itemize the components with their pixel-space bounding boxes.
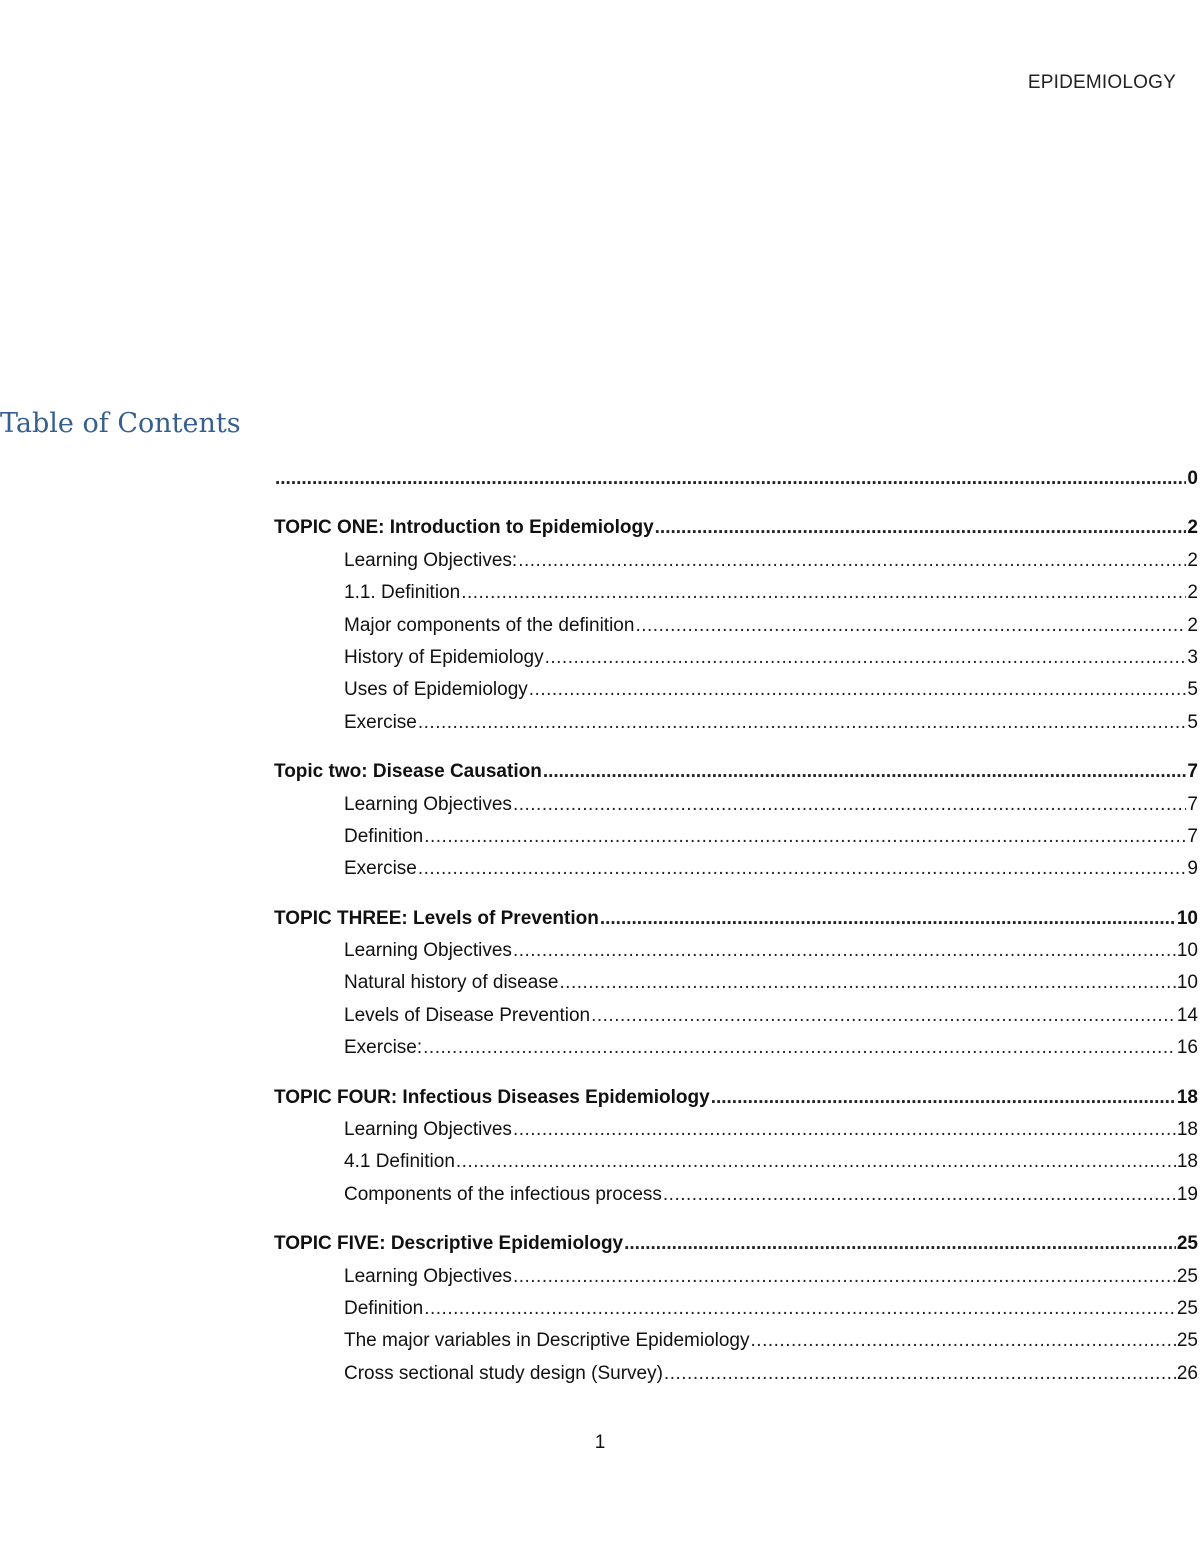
toc-entry-subsection[interactable]	[274, 821, 1198, 853]
toc-entry-subsection[interactable]	[274, 545, 1198, 577]
toc-entry-subsection[interactable]	[274, 1261, 1198, 1293]
toc-entry-title: TOPIC ONE: Introduction to Epidemiology	[274, 517, 654, 539]
toc-entry-title: 1.1. Definition	[344, 582, 461, 604]
toc-entry-title: Exercise	[344, 858, 417, 880]
toc-entry-subsection[interactable]	[274, 1325, 1198, 1357]
toc-entry-subsection[interactable]	[274, 577, 1198, 609]
toc-entry-subsection[interactable]	[274, 1114, 1198, 1146]
toc-entry-page: 3	[1187, 646, 1198, 668]
toc-dot-leader	[418, 707, 1187, 739]
toc-entry-page: 7	[1187, 761, 1198, 783]
toc-entry-page: 16	[1176, 1037, 1198, 1059]
toc-entry-topic[interactable]	[274, 512, 1198, 544]
toc-entry-subsection[interactable]	[274, 707, 1198, 739]
toc-entry-subsection[interactable]	[274, 789, 1198, 821]
toc-entry-topic[interactable]	[274, 756, 1198, 788]
toc-entry-topic[interactable]	[274, 903, 1198, 935]
toc-entry-page: 18	[1176, 1086, 1198, 1108]
toc-entry-subsection[interactable]	[274, 853, 1198, 885]
toc-entry-page: 10	[1176, 907, 1198, 929]
toc-entry-page: 26	[1176, 1362, 1198, 1384]
page-number: 1	[594, 1432, 606, 1453]
toc-entry-page: 10	[1176, 972, 1198, 994]
toc-entry-page: 2	[1187, 614, 1198, 636]
toc-entry-subsection[interactable]	[274, 674, 1198, 706]
toc-entry-title: Exercise:	[344, 1037, 423, 1059]
toc-entry-title: Learning Objectives	[344, 940, 512, 962]
toc-entry-topic[interactable]	[274, 1082, 1198, 1114]
toc-entry-title: TOPIC THREE: Levels of Prevention	[274, 907, 599, 929]
toc-entry-title: History of Epidemiology	[344, 646, 544, 668]
toc-entry-title: Learning Objectives:	[344, 549, 518, 571]
toc-entry-page: 7	[1187, 793, 1198, 815]
toc-entry-page: 25	[1176, 1330, 1198, 1352]
toc-entry-page: 25	[1176, 1297, 1198, 1319]
toc-dot-leader	[545, 642, 1187, 674]
toc-entry-title: Cross sectional study design (Survey)	[344, 1362, 663, 1384]
toc-entry-page: 18	[1176, 1151, 1198, 1173]
toc-entry-title: Exercise	[344, 711, 417, 733]
toc-dot-leader	[513, 935, 1176, 967]
toc-entry-subsection[interactable]	[274, 1179, 1198, 1211]
toc-entry-subsection[interactable]	[274, 967, 1198, 999]
toc-dot-leader	[529, 674, 1187, 706]
toc-entry-title: Learning Objectives	[344, 1119, 512, 1141]
toc-entry-page: 18	[1176, 1119, 1198, 1141]
toc-entry-title: Natural history of disease	[344, 972, 559, 994]
toc-entry-page: 25	[1176, 1233, 1198, 1255]
toc-dot-leader	[635, 610, 1186, 642]
toc-dot-leader	[513, 1261, 1176, 1293]
toc-entry-topic[interactable]	[274, 463, 1198, 495]
toc-entry-page: 2	[1187, 582, 1198, 604]
toc-dot-leader	[424, 821, 1186, 853]
toc-dot-leader	[424, 1293, 1176, 1325]
toc-dot-leader	[663, 1179, 1176, 1211]
toc-dot-leader	[423, 1032, 1176, 1064]
toc-dot-leader	[543, 756, 1187, 788]
toc-heading: Table of Contents	[0, 408, 241, 439]
toc-dot-leader	[518, 545, 1186, 577]
toc-entry-title: The major variables in Descriptive Epidemiology	[344, 1330, 750, 1352]
toc-entry-title: Components of the infectious process	[344, 1183, 662, 1205]
toc-entry-title: Levels of Disease Prevention	[344, 1004, 591, 1026]
toc-entry-subsection[interactable]	[274, 1032, 1198, 1064]
toc-entry-page: 5	[1187, 711, 1198, 733]
toc-dot-leader	[600, 903, 1176, 935]
toc-dot-leader	[624, 1228, 1176, 1260]
toc-entry-subsection[interactable]	[274, 1000, 1198, 1032]
toc-entry-title: 4.1 Definition	[344, 1151, 455, 1173]
toc-entry-page: 7	[1187, 825, 1198, 847]
toc-entry-page: 5	[1187, 679, 1198, 701]
toc-entry-title: Definition	[344, 825, 424, 847]
toc-dot-leader	[559, 967, 1175, 999]
toc-dot-leader	[513, 1114, 1176, 1146]
toc-dot-leader	[751, 1325, 1176, 1357]
toc-dot-leader	[591, 1000, 1176, 1032]
toc-dot-leader	[655, 512, 1187, 544]
toc-entry-page: 9	[1187, 858, 1198, 880]
toc-entry-page: 10	[1176, 940, 1198, 962]
toc-dot-leader	[275, 463, 1186, 495]
toc-entry-title: Definition	[344, 1297, 424, 1319]
toc-entry-title: TOPIC FIVE: Descriptive Epidemiology	[274, 1233, 624, 1255]
toc-dot-leader	[461, 577, 1186, 609]
toc-entry-title: Learning Objectives	[344, 793, 512, 815]
toc-dot-leader	[711, 1082, 1176, 1114]
toc-entry-title: Uses of Epidemiology	[344, 679, 528, 701]
table-of-contents	[274, 463, 1198, 1390]
toc-entry-title: Major components of the definition	[344, 614, 635, 636]
toc-dot-leader	[456, 1146, 1176, 1178]
toc-entry-page: 25	[1176, 1265, 1198, 1287]
toc-dot-leader	[664, 1358, 1176, 1390]
toc-entry-page: 0	[1187, 468, 1198, 489]
toc-entry-subsection[interactable]	[274, 1358, 1198, 1390]
toc-dot-leader	[513, 789, 1186, 821]
toc-entry-subsection[interactable]	[274, 1293, 1198, 1325]
toc-dot-leader	[418, 853, 1187, 885]
toc-entry-subsection[interactable]	[274, 1146, 1198, 1178]
toc-entry-page: 2	[1187, 549, 1198, 571]
toc-entry-topic[interactable]	[274, 1228, 1198, 1260]
toc-entry-page: 19	[1176, 1183, 1198, 1205]
running-header: EPIDEMIOLOGY	[1027, 72, 1176, 93]
toc-entry-title: Topic two: Disease Causation	[274, 761, 542, 783]
toc-entry-subsection[interactable]	[274, 610, 1198, 642]
toc-entry-page: 2	[1187, 517, 1198, 539]
toc-entry-title: Learning Objectives	[344, 1265, 512, 1287]
toc-entry-title: TOPIC FOUR: Infectious Diseases Epidemiology	[274, 1086, 710, 1108]
toc-entry-subsection[interactable]	[274, 642, 1198, 674]
toc-entry-page: 14	[1176, 1004, 1198, 1026]
toc-entry-subsection[interactable]	[274, 935, 1198, 967]
